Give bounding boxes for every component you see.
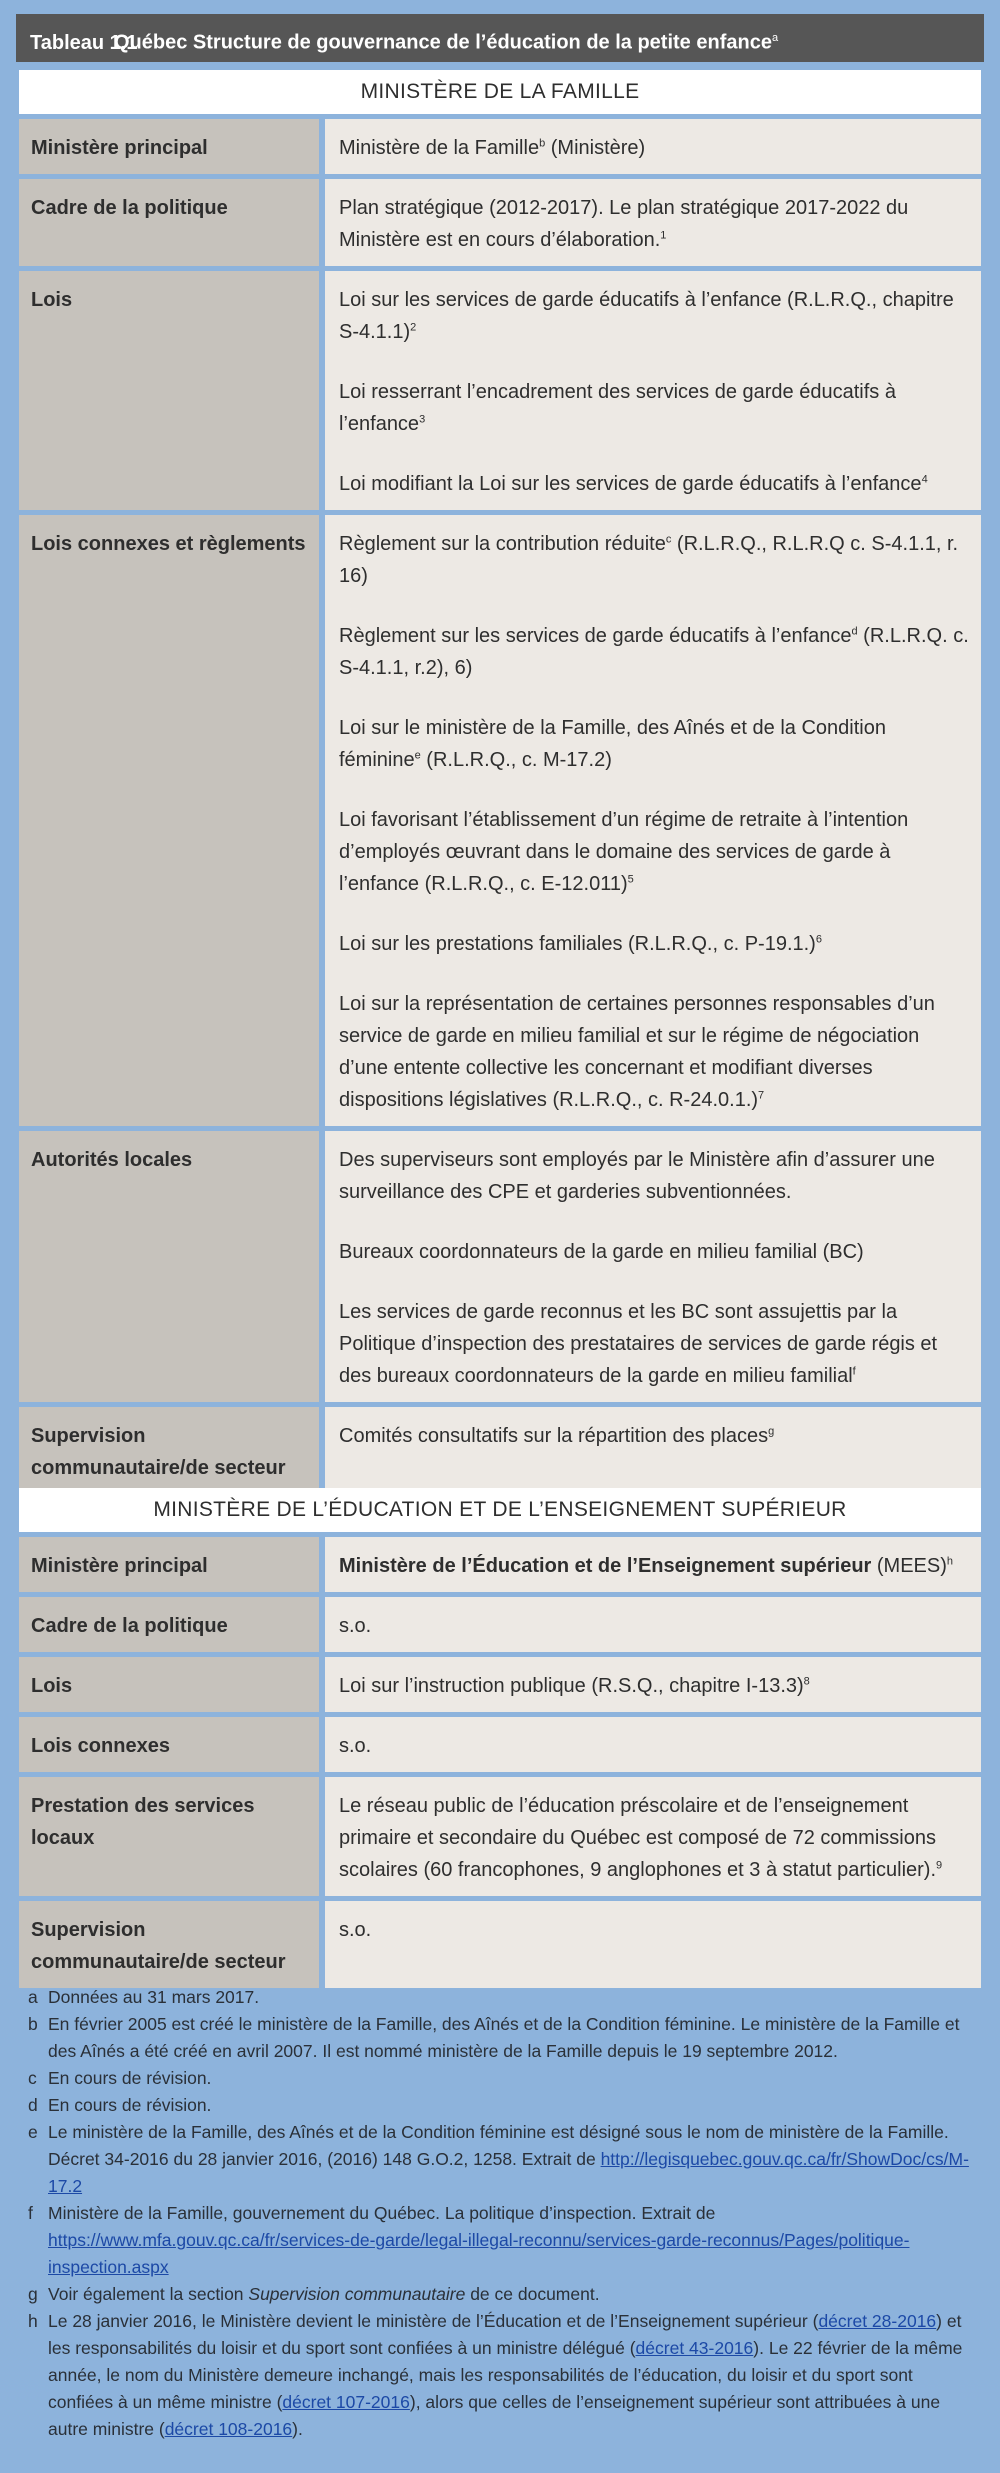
value-text: Loi modifiant la Loi sur les services de garde éducatifs à l’enfance	[339, 473, 922, 495]
footnote-link[interactable]: https://www.mfa.gouv.qc.ca/fr/services-de-garde/legal-illegal-reconnu/services-garde-reconnus/Pages/politique-inspection.aspx	[48, 2230, 910, 2277]
value-bold-text: Ministère de l’Éducation et de l’Enseignement supérieur	[339, 1555, 872, 1577]
footnote-text	[48, 2011, 974, 2065]
note-ref: 5	[627, 873, 634, 886]
value-text-cont: (R.L.R.Q., R.L.R.Q c. S-4.1.1, r. 16)	[339, 533, 959, 587]
value-text: (MEES)	[871, 1555, 947, 1577]
table-row	[19, 271, 981, 510]
footnote-segment: Données au 31 mars 2017.	[48, 1987, 260, 2007]
value-text: s.o.	[339, 1735, 372, 1757]
table-row	[19, 1597, 981, 1652]
footnote	[28, 2011, 974, 2065]
footnote	[28, 2281, 974, 2308]
footnote-text	[48, 2308, 974, 2443]
row-label: Lois connexes et règlements	[19, 515, 319, 1126]
row-value	[325, 271, 981, 510]
note-ref: 4	[921, 473, 928, 486]
footnote	[28, 2308, 974, 2443]
footnote-italic: Supervision communautaire	[248, 2284, 466, 2304]
footnote	[28, 2200, 974, 2281]
footnote-key: g	[28, 2284, 38, 2304]
value-paragraph	[339, 1790, 969, 1886]
value-paragraph	[339, 376, 969, 440]
row-value	[325, 1131, 981, 1402]
value-paragraph	[339, 988, 969, 1116]
row-value	[325, 1407, 981, 1494]
value-text: s.o.	[339, 1615, 372, 1637]
value-text-cont: (R.L.R.Q. c. S-4.1.1, r.2), 6)	[339, 625, 969, 679]
footnote	[28, 2119, 974, 2200]
value-text: Des superviseurs sont employés par le Ministère afin d’assurer une surveillance des CPE et garderies subventionnées.	[339, 1149, 935, 1203]
footnote-segment: En cours de révision.	[48, 2095, 212, 2115]
value-paragraph	[339, 284, 969, 348]
row-label: Ministère principal	[19, 1537, 319, 1592]
value-text-cont: (Ministère)	[545, 137, 646, 159]
table-title: Québec Structure de gouvernance de l’éducation de la petite enfance	[114, 31, 772, 54]
table-row	[19, 1407, 981, 1494]
section-ministere-famille	[19, 70, 981, 1494]
footnote-link[interactable]: décret 28-2016	[818, 2311, 937, 2331]
footnote-key: d	[28, 2095, 38, 2115]
footnote-key: c	[28, 2068, 37, 2088]
table-row	[19, 179, 981, 266]
table-row	[19, 1131, 981, 1402]
row-value	[325, 515, 981, 1126]
footnote-segment: Le ministère de la Famille, des Aînés et de la Condition féminine est désigné sous le nom de ministère de la Famille. Décret 34-2016 du 28 janvier 2016, (2016) 148 G.O.2, 1258. Extrait de	[48, 2122, 949, 2169]
table-row	[19, 1901, 981, 1988]
note-ref: 3	[419, 413, 426, 426]
table-title-bar	[16, 14, 984, 62]
note-ref: 6	[815, 933, 822, 946]
value-text: Loi sur les prestations familiales (R.L.R.Q., c. P-19.1.)	[339, 933, 816, 955]
row-label: Supervision communautaire/de secteur	[19, 1901, 319, 1988]
row-value	[325, 1901, 981, 1988]
value-paragraph	[339, 1236, 969, 1268]
row-value	[325, 1657, 981, 1712]
note-ref: 9	[936, 1859, 943, 1872]
note-ref: 7	[758, 1089, 765, 1102]
row-label: Lois	[19, 271, 319, 510]
note-ref: e	[414, 749, 421, 762]
footnote-segment: ) et les responsabilités du loisir et du sport sont confiées à un ministre délégué (	[48, 2311, 962, 2358]
table-row	[19, 1777, 981, 1896]
footnote-key: f	[28, 2203, 33, 2223]
value-text-cont: (R.L.R.Q., c. M-17.2)	[420, 749, 612, 771]
value-paragraph	[339, 132, 969, 164]
value-paragraph	[339, 1296, 969, 1392]
row-label: Ministère principal	[19, 119, 319, 174]
footnote-text	[48, 2119, 974, 2200]
footnote-link[interactable]: décret 108-2016	[164, 2419, 293, 2439]
footnotes	[28, 1984, 974, 2443]
table-row	[19, 1537, 981, 1592]
value-paragraph	[339, 468, 969, 500]
value-paragraph	[339, 1914, 969, 1946]
value-text: Le réseau public de l’éducation préscolaire et de l’enseignement primaire et secondaire du Québec est composé de 72 commissions scolaires (60 francophones, 9 anglophones et 3 à statut particulier).	[339, 1795, 937, 1881]
value-text: Les services de garde reconnus et les BC sont assujettis par la Politique d’inspection des prestataires de services de garde régis et des bureaux coordonnateurs de la garde en milieu familial	[339, 1301, 938, 1387]
value-paragraph	[339, 528, 969, 592]
row-label: Lois connexes	[19, 1717, 319, 1772]
footnote-key: h	[28, 2311, 38, 2331]
footnote	[28, 2092, 974, 2119]
note-ref: g	[768, 1425, 775, 1438]
footnote-text	[48, 2065, 974, 2092]
footnote-segment: de ce document.	[465, 2284, 600, 2304]
value-paragraph	[339, 1730, 969, 1762]
footnote-link[interactable]: décret 43-2016	[635, 2338, 754, 2358]
row-label: Prestation des services locaux	[19, 1777, 319, 1896]
value-text: Comités consultatifs sur la répartition des places	[339, 1425, 769, 1447]
footnote-segment: Le 28 janvier 2016, le Ministère devient le ministère de l’Éducation et de l’Enseignement supérieur (	[48, 2311, 819, 2331]
footnote-text	[48, 2200, 974, 2281]
table-row	[19, 1717, 981, 1772]
row-label: Cadre de la politique	[19, 1597, 319, 1652]
note-ref: f	[852, 1365, 856, 1378]
section-heading: MINISTÈRE DE L’ÉDUCATION ET DE L’ENSEIGNEMENT SUPÉRIEUR	[19, 1488, 981, 1532]
row-value	[325, 1537, 981, 1592]
table-row	[19, 515, 981, 1126]
value-paragraph	[339, 620, 969, 684]
value-paragraph	[339, 804, 969, 900]
footnote-segment: ). Le 22 février de la même année, le nom du Ministère demeure inchangé, mais les responsabilités de l’éducation, du loisir et du sport sont confiées à un même ministre (	[48, 2338, 963, 2412]
value-paragraph	[339, 1144, 969, 1208]
value-text: Loi favorisant l’établissement d’un régime de retraite à l’intention d’employés œuvrant dans le domaine des services de garde à l’enfance (R.L.R.Q., c. E-12.011)	[339, 809, 909, 895]
value-paragraph	[339, 1550, 969, 1582]
footnote-segment: ), alors que celles de l’enseignement supérieur sont attribuées à une autre ministre (	[48, 2392, 941, 2439]
note-ref: b	[539, 137, 546, 150]
note-ref: h	[946, 1555, 954, 1568]
note-ref: 1	[660, 229, 667, 242]
row-value	[325, 1717, 981, 1772]
row-label: Cadre de la politique	[19, 179, 319, 266]
footnote-segment: En cours de révision.	[48, 2068, 212, 2088]
value-text: Règlement sur la contribution réduite	[339, 533, 666, 555]
row-label: Supervision communautaire/de secteur	[19, 1407, 319, 1494]
value-text: Règlement sur les services de garde éducatifs à l’enfance	[339, 625, 852, 647]
row-label: Autorités locales	[19, 1131, 319, 1402]
footnote-text	[48, 1984, 974, 2011]
footnote-key: e	[28, 2122, 38, 2142]
row-value	[325, 1777, 981, 1896]
footnote-key: b	[28, 2014, 38, 2034]
footnote-segment: ).	[292, 2419, 303, 2439]
row-value	[325, 1597, 981, 1652]
table-row	[19, 1657, 981, 1712]
footnote-link[interactable]: décret 107-2016	[282, 2392, 410, 2412]
note-ref: 8	[803, 1675, 810, 1688]
value-text: s.o.	[339, 1919, 372, 1941]
value-text: Loi sur la représentation de certaines personnes responsables d’un service de garde en milieu familial et sur le régime de négociation d’une entente collective les concernant et modifiant diverses dispositions législatives (R.L.R.Q., c. R-24.0.1.)	[339, 993, 935, 1111]
value-text: Plan stratégique (2012-2017). Le plan stratégique 2017-2022 du Ministère est en cours d’élaboration.	[339, 197, 909, 251]
table-number: Tableau 1.1	[30, 31, 138, 54]
footnote-segment: Voir également la section	[48, 2284, 249, 2304]
row-value	[325, 179, 981, 266]
value-text: Loi sur les services de garde éducatifs à l’enfance (R.L.R.Q., chapitre S-4.1.1)	[339, 289, 954, 343]
footnote-segment: En février 2005 est créé le ministère de la Famille, des Aînés et de la Condition féminine. Le ministère de la Famille et des Aînés a été créé en avril 2007. Il est nommé ministère de la Famille depuis le 19 septembre 2012.	[48, 2014, 960, 2061]
footnote-text	[48, 2092, 974, 2119]
row-label: Lois	[19, 1657, 319, 1712]
footnote-key: a	[28, 1987, 38, 2007]
value-paragraph	[339, 192, 969, 256]
value-text: Loi sur l’instruction publique (R.S.Q., chapitre I-13.3)	[339, 1675, 804, 1697]
footnote	[28, 1984, 974, 2011]
section-ministere-education	[19, 1488, 981, 1988]
row-value	[325, 119, 981, 174]
value-paragraph	[339, 712, 969, 776]
value-paragraph	[339, 928, 969, 960]
value-text: Bureaux coordonnateurs de la garde en milieu familial (BC)	[339, 1241, 864, 1263]
footnote-segment: Ministère de la Famille, gouvernement du Québec. La politique d’inspection. Extrait de	[48, 2203, 716, 2223]
value-text: Ministère de la Famille	[339, 137, 540, 159]
section-heading: MINISTÈRE DE LA FAMILLE	[19, 70, 981, 114]
table-row	[19, 119, 981, 174]
note-ref: 2	[410, 321, 417, 334]
note-ref: c	[665, 533, 672, 546]
footnote	[28, 2065, 974, 2092]
value-text: Loi sur le ministère de la Famille, des Aînés et de la Condition féminine	[339, 717, 886, 771]
footnote-text	[48, 2281, 974, 2308]
note-ref: d	[851, 625, 858, 638]
value-paragraph	[339, 1610, 969, 1642]
footnote-link[interactable]: http://legisquebec.gouv.qc.ca/fr/ShowDoc/cs/M-17.2	[48, 2149, 969, 2196]
value-text: Loi resserrant l’encadrement des services de garde éducatifs à l’enfance	[339, 381, 896, 435]
value-paragraph	[339, 1670, 969, 1702]
table-title-note-ref: a	[771, 32, 779, 44]
value-paragraph	[339, 1420, 969, 1452]
